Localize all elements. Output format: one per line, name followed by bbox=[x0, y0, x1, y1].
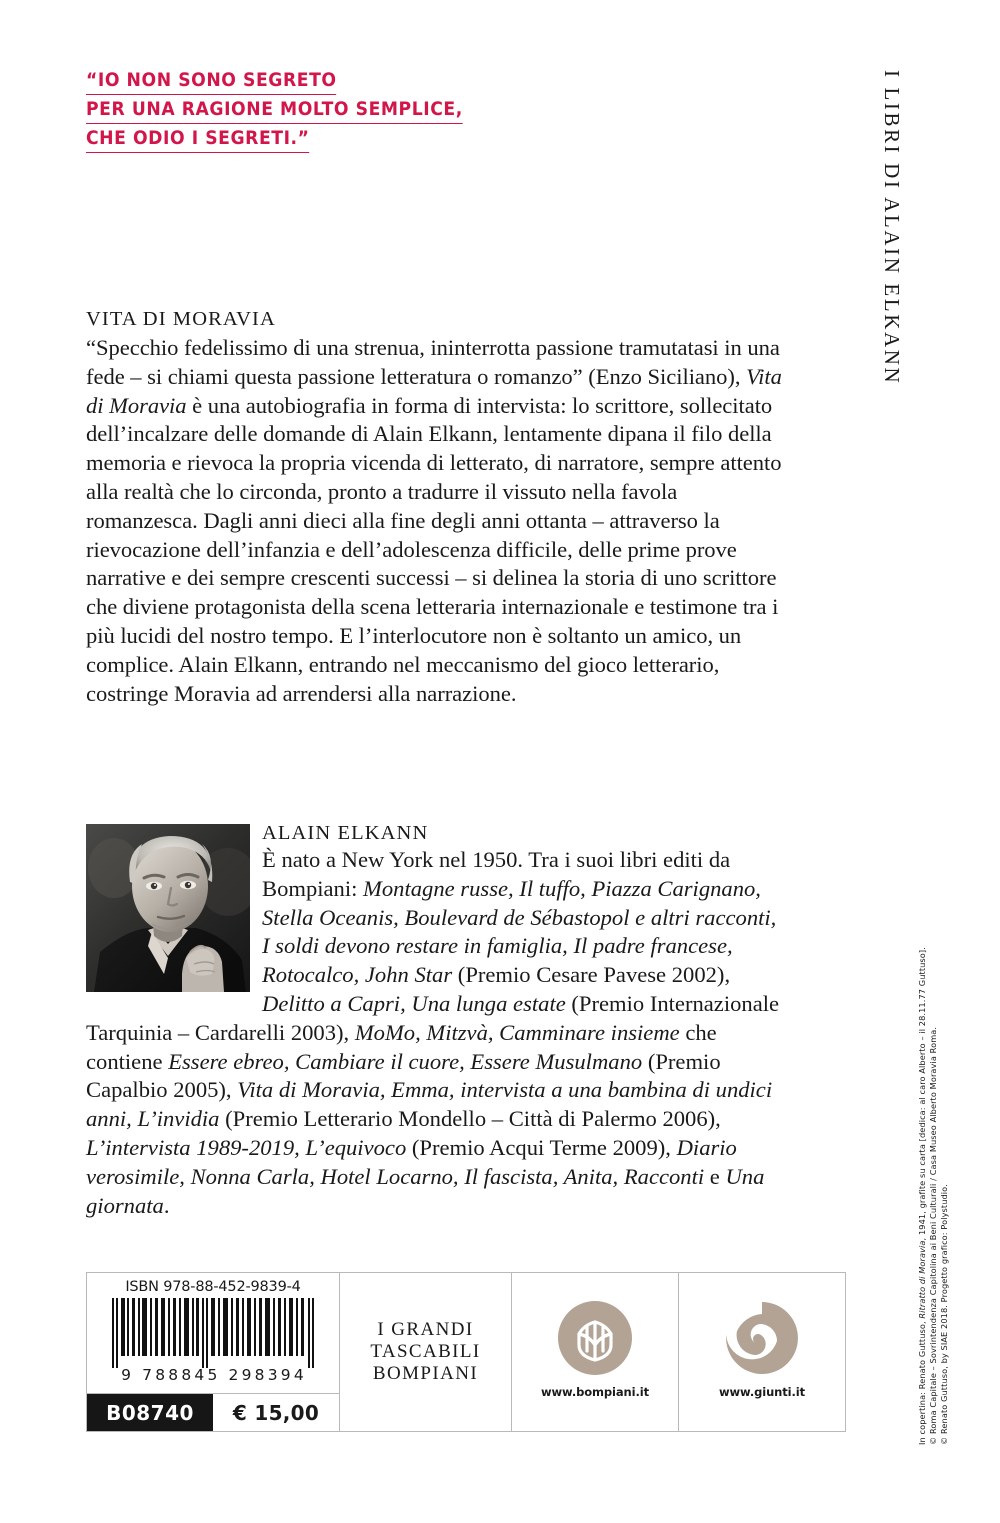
series-title-vertical bbox=[878, 70, 918, 490]
bio-title-run: MoMo, Mitzvà, Camminare insieme bbox=[354, 1019, 680, 1045]
imprint-line-3: BOMPIANI bbox=[372, 1363, 479, 1384]
barcode-digit: 9 bbox=[280, 1366, 292, 1384]
price-label: € 15,00 bbox=[232, 1400, 320, 1425]
barcode-digit: 4 bbox=[293, 1366, 305, 1384]
giunti-url[interactable]: www.giunti.it bbox=[718, 1385, 805, 1399]
author-photo bbox=[86, 824, 250, 992]
price-row bbox=[87, 1393, 339, 1431]
product-code: B08740 bbox=[87, 1394, 213, 1431]
bio-title-run: Delitto a Capri, Una lunga estate bbox=[262, 990, 566, 1016]
bio-text-run: (Premio Capalbio 2005), bbox=[86, 1048, 721, 1103]
pull-quote-line-1: “IO NON SONO SEGRETO bbox=[86, 68, 337, 95]
barcode-digit: 8 bbox=[168, 1366, 180, 1384]
barcode-digit: 9 bbox=[121, 1366, 133, 1384]
footer-bar bbox=[86, 1272, 846, 1432]
imprint-name bbox=[370, 1319, 480, 1385]
book-blurb bbox=[86, 306, 786, 708]
pull-quote-line-2: PER UNA RAGIONE MOLTO SEMPLICE, bbox=[86, 97, 463, 124]
bio-text-run: e bbox=[704, 1163, 726, 1189]
bio-title-run: L’intervista 1989-2019, L’equivoco bbox=[86, 1134, 407, 1160]
barcode-digit: 8 bbox=[254, 1366, 266, 1384]
bio-text-run: È nato a New York nel 1950. Tra i suoi libri editi da Bompiani: bbox=[262, 847, 731, 901]
isbn-barcode-cell bbox=[87, 1273, 340, 1431]
barcode-digit: 5 bbox=[207, 1366, 219, 1384]
bio-text-run: (Premio Internazionale Tarquinia – Cardarelli 2003), bbox=[86, 990, 780, 1045]
barcode-digit: 4 bbox=[194, 1366, 206, 1384]
pull-quote-line-3: CHE ODIO I SEGRETI.” bbox=[86, 126, 310, 153]
isbn-label: ISBN 978-88-452-9839-4 bbox=[125, 1279, 301, 1295]
bio-text-run: . bbox=[163, 1192, 170, 1218]
bio-title-run: Diario verosimile, Nonna Carla, Hotel Locarno, Il fascista, Anita, Racconti bbox=[86, 1134, 737, 1189]
author-section bbox=[86, 820, 786, 1220]
credit-line-3: © Renato Guttuso, by SIAE 2018. Progetto grafico: Polystudio. bbox=[939, 1184, 949, 1445]
series-title-text: I LIBRI DI ALAIN ELKANN bbox=[880, 70, 904, 386]
imprint-cell bbox=[340, 1273, 512, 1431]
barcode-image bbox=[106, 1298, 321, 1368]
bio-title-run: Montagne russe, Il tuffo, Piazza Carignano, Stella Oceanis, Boulevard de Sébastopol e altri racconti, I soldi devono restare in famiglia, Il padre francese, Rotocalco, John Star bbox=[262, 875, 777, 988]
blurb-body: “Specchio fedelissimo di una strenua, ininterrotta passione tramutatasi in una fede – si chiami questa passione letteratura o romanzo” (Enzo Siciliano), Vita di Moravia è una autobiografia in forma di intervista: lo scrittore, sollecitato dell’incalzare delle domande di Alain Elkann, lentamente dipana il filo della memoria e rievoca la propria vicenda di letterato, di narratore, sempre attento alla realtà che lo circonda, pronto a tradurre il vissuto nella favola romanzesca. Dagli anni dieci alla fine degli anni ottanta – attraverso la rievocazione dell’infanzia e dell’adolescenza difficile, delle prime prove narrative e dei sempre crescenti successi – si delinea la storia di uno scrittore che diviene protagonista della scena letteraria internazionale e testimone tra i più lucidi del nostro tempo. E l’interlocutore non è soltanto un amico, un complice. Alain Elkann, entrando nel meccanismo del gioco letterario, costringe Moravia ad arrendersi alla narrazione. bbox=[86, 335, 782, 706]
bio-title-run: Essere ebreo, Cambiare il cuore, Essere Musulmano bbox=[168, 1048, 643, 1074]
bio-text-run: che contiene bbox=[86, 1019, 717, 1074]
bompiani-url[interactable]: www.bompiani.it bbox=[541, 1385, 649, 1399]
pull-quote bbox=[86, 68, 606, 155]
bio-title-run: Una giornata bbox=[86, 1163, 765, 1218]
giunti-spiral-icon bbox=[725, 1301, 799, 1375]
bio-text-run: (Premio Letterario Mondello – Città di Palermo 2006), bbox=[219, 1106, 721, 1132]
barcode-digit: 8 bbox=[155, 1366, 167, 1384]
imprint-line-2: TASCABILI bbox=[370, 1341, 481, 1362]
bio-text-run: (Premio Acqui Terme 2009), bbox=[406, 1134, 677, 1160]
credit-line-2: © Roma Capitale – Sovrintendenza Capitolina ai Beni Culturali / Casa Museo Alberto Moravia Roma. bbox=[928, 1026, 938, 1445]
bompiani-tulip-icon bbox=[558, 1301, 632, 1375]
bio-title-run: Vita di Moravia, Emma, intervista a una bambina di undici anni, L’invidia bbox=[86, 1077, 773, 1132]
bio-text-run: (Premio Cesare Pavese 2002), bbox=[452, 962, 731, 988]
cover-credits-vertical bbox=[917, 855, 982, 1445]
author-name: ALAIN ELKANN bbox=[262, 822, 429, 844]
imprint-line-1: I GRANDI bbox=[377, 1319, 474, 1340]
bompiani-logo-cell[interactable] bbox=[512, 1273, 679, 1431]
barcode-digit: 3 bbox=[267, 1366, 279, 1384]
barcode-digit: 9 bbox=[241, 1366, 253, 1384]
credit-line-1: In copertina: Renato Guttuso, Ritratto di Moravia, 1941, grafite su carta [dedica: al caro Alberto – il 28.11.77 Guttuso]. bbox=[917, 947, 927, 1445]
blurb-title: VITA DI MORAVIA bbox=[86, 308, 276, 330]
giunti-logo-cell[interactable] bbox=[679, 1273, 845, 1431]
barcode-digit: 8 bbox=[181, 1366, 193, 1384]
barcode-digits bbox=[87, 1366, 339, 1384]
barcode-digit: 2 bbox=[228, 1366, 240, 1384]
barcode-digit: 7 bbox=[142, 1366, 154, 1384]
